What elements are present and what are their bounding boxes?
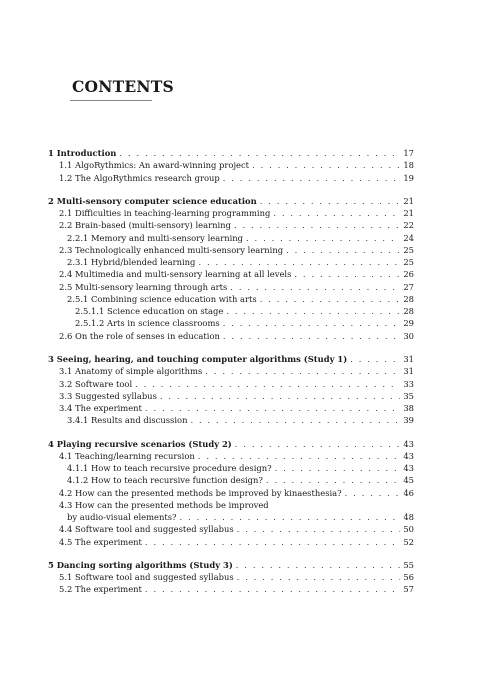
- toc-entry-title: 4 Playing recursive scenarios (Study 2): [48, 438, 232, 449]
- toc-page-number: 25: [403, 244, 414, 255]
- toc-chapter-entry[interactable]: [48, 147, 414, 159]
- toc-section-entry[interactable]: [48, 244, 414, 256]
- dot-leader: [246, 232, 400, 244]
- toc-chapter-block: [48, 438, 414, 548]
- toc-page-number: 31: [403, 366, 414, 377]
- toc-section-entry[interactable]: [48, 450, 414, 462]
- dot-leader: [135, 378, 400, 390]
- dot-leader: [275, 462, 401, 474]
- toc-section-entry[interactable]: [48, 511, 414, 523]
- toc-entry-title: 4.3 How can the presented methods be improved: [59, 499, 269, 510]
- toc-page-number: 55: [403, 559, 414, 570]
- toc-section-entry[interactable]: [48, 571, 414, 583]
- toc-page-number: 28: [403, 293, 414, 304]
- toc-page-number: 21: [403, 195, 414, 206]
- toc-section-entry[interactable]: [48, 268, 414, 280]
- toc-entry-title: 4.1.1 How to teach recursive procedure design?: [67, 463, 272, 474]
- dot-leader: [294, 268, 400, 280]
- toc-section-entry[interactable]: [48, 219, 414, 231]
- toc-entry-title: 1.2 The AlgoRythmics research group: [59, 172, 220, 183]
- dot-leader: [252, 159, 400, 171]
- toc-section-entry[interactable]: [48, 462, 414, 474]
- toc-page-number: 33: [403, 378, 414, 389]
- toc-chapter-block: [48, 147, 414, 184]
- toc-section-entry[interactable]: [48, 256, 414, 268]
- toc-entry-title: 3 Seeing, hearing, and touching computer algorithms (Study 1): [48, 353, 348, 364]
- toc-chapter-entry[interactable]: [48, 195, 414, 207]
- toc-page-number: 48: [403, 512, 414, 523]
- toc-section-entry[interactable]: [48, 172, 414, 184]
- toc-section-entry[interactable]: [48, 499, 414, 511]
- toc-section-entry[interactable]: [48, 207, 414, 219]
- dot-leader: [235, 438, 401, 450]
- toc-entry-title: 4.1.2 How to teach recursive function design?: [67, 475, 263, 486]
- toc-page-number: 17: [403, 147, 414, 158]
- toc-section-entry[interactable]: [48, 474, 414, 486]
- toc-page-number: 21: [403, 208, 414, 219]
- toc-entry-title: 4.2 How can the presented methods be improved by kinaesthesia?: [59, 487, 342, 498]
- toc-section-entry[interactable]: [48, 487, 414, 499]
- toc-section-entry[interactable]: [48, 536, 414, 548]
- toc-chapter-block: [48, 353, 414, 427]
- dot-leader: [226, 305, 400, 317]
- toc-page-number: 43: [403, 438, 414, 449]
- dot-leader: [223, 172, 401, 184]
- toc-entry-title: 2.2 Brain-based (multi-sensory) learning: [59, 220, 231, 231]
- toc-page-number: 25: [403, 257, 414, 268]
- toc-entry-title: 5.1 Software tool and suggested syllabus: [59, 572, 234, 583]
- dot-leader: [260, 293, 401, 305]
- toc-page-number: 35: [403, 390, 414, 401]
- toc-section-entry[interactable]: [48, 365, 414, 377]
- toc-page-number: 30: [403, 330, 414, 341]
- toc-section-entry[interactable]: [48, 584, 414, 596]
- toc-entry-title: 5.2 The experiment: [59, 584, 142, 595]
- dot-leader: [160, 390, 400, 402]
- toc-entry-title: 2.3 Technologically enhanced multi-sensory learning: [59, 244, 284, 255]
- dot-leader: [286, 244, 400, 256]
- toc-section-entry[interactable]: [48, 390, 414, 402]
- dot-leader: [198, 450, 401, 462]
- toc-section-entry[interactable]: [48, 378, 414, 390]
- toc-entry-title: 2.1 Difficulties in teaching-learning programming: [59, 208, 271, 219]
- toc-page-number: 56: [403, 572, 414, 583]
- toc-page-number: 39: [403, 415, 414, 426]
- toc-page-number: 43: [403, 450, 414, 461]
- toc-entry-title: 4.1 Teaching/learning recursion: [59, 450, 195, 461]
- toc-entry-title: 1 Introduction: [48, 147, 117, 158]
- toc-section-entry[interactable]: [48, 232, 414, 244]
- toc-page-number: 38: [403, 403, 414, 414]
- dot-leader: [350, 353, 400, 365]
- toc-page-number: 18: [403, 160, 414, 171]
- dot-leader: [119, 147, 400, 159]
- toc-section-entry[interactable]: [48, 293, 414, 305]
- table-of-contents: [48, 147, 414, 607]
- dot-leader: [190, 414, 400, 426]
- dot-leader: [205, 365, 400, 377]
- toc-page-number: 29: [403, 318, 414, 329]
- toc-page-number: 43: [403, 463, 414, 474]
- toc-section-entry[interactable]: [48, 305, 414, 317]
- dot-leader: [260, 195, 401, 207]
- toc-section-entry[interactable]: [48, 281, 414, 293]
- dot-leader: [180, 511, 401, 523]
- toc-section-entry[interactable]: [48, 402, 414, 414]
- toc-entry-title: 4.5 The experiment: [59, 536, 142, 547]
- toc-page-number: 50: [403, 524, 414, 535]
- toc-entry-title: 3.3 Suggested syllabus: [59, 390, 157, 401]
- dot-leader: [236, 559, 401, 571]
- toc-entry-title: 2.5.1 Combining science education with arts: [67, 293, 257, 304]
- dot-leader: [266, 474, 400, 486]
- toc-entry-title: 2 Multi-sensory computer science education: [48, 195, 257, 206]
- toc-chapter-entry[interactable]: [48, 438, 414, 450]
- toc-page-number: 31: [403, 353, 414, 364]
- toc-entry-title: 4.4 Software tool and suggested syllabus: [59, 524, 234, 535]
- toc-page-number: 57: [403, 584, 414, 595]
- dot-leader: [230, 281, 400, 293]
- dot-leader: [223, 317, 401, 329]
- toc-section-entry[interactable]: [48, 159, 414, 171]
- toc-page-number: 19: [403, 172, 414, 183]
- toc-entry-title: 2.4 Multimedia and multi-sensory learning at all levels: [59, 269, 292, 280]
- toc-section-entry[interactable]: [48, 523, 414, 535]
- toc-page-number: 24: [403, 232, 414, 243]
- dot-leader: [145, 402, 400, 414]
- toc-chapter-block: [48, 195, 414, 342]
- toc-page-number: 27: [403, 281, 414, 292]
- dot-leader: [145, 583, 400, 595]
- toc-entry-title: 2.6 On the role of senses in education: [59, 330, 220, 341]
- toc-page-number: 26: [403, 269, 414, 280]
- toc-entry-title: 3.4 The experiment: [59, 403, 142, 414]
- toc-chapter-entry[interactable]: [48, 353, 414, 365]
- toc-section-entry[interactable]: [48, 317, 414, 329]
- toc-entry-title: 2.5 Multi-sensory learning through arts: [59, 281, 228, 292]
- title-underline: [70, 100, 152, 101]
- toc-entry-title: 3.2 Software tool: [59, 378, 133, 389]
- toc-entry-title: 2.5.1.2 Arts in science classrooms: [75, 318, 220, 329]
- dot-leader: [273, 207, 400, 219]
- toc-entry-title: 2.5.1.1 Science education on stage: [75, 306, 224, 317]
- toc-page-number: 22: [403, 220, 414, 231]
- toc-section-entry[interactable]: [48, 414, 414, 426]
- toc-page-number: 52: [403, 536, 414, 547]
- dot-leader: [234, 219, 400, 231]
- dot-leader: [345, 487, 401, 499]
- toc-page-number: 28: [403, 306, 414, 317]
- toc-entry-title: 5 Dancing sorting algorithms (Study 3): [48, 559, 233, 570]
- dot-leader: [198, 256, 400, 268]
- toc-chapter-block: [48, 559, 414, 596]
- dot-leader: [145, 536, 400, 548]
- toc-entry-title: 3.4.1 Results and discussion: [67, 415, 188, 426]
- toc-chapter-entry[interactable]: [48, 559, 414, 571]
- dot-leader: [237, 523, 401, 535]
- toc-entry-title: 2.2.1 Memory and multi-sensory learning: [67, 232, 244, 243]
- page-title: CONTENTS: [72, 77, 174, 96]
- toc-page-number: 45: [403, 475, 414, 486]
- toc-entry-title: 1.1 AlgoRythmics: An award-winning project: [59, 160, 250, 171]
- toc-entry-title: 2.3.1 Hybrid/blended learning: [67, 257, 196, 268]
- dot-leader: [223, 330, 400, 342]
- dot-leader: [237, 571, 401, 583]
- toc-entry-title: 3.1 Anatomy of simple algorithms: [59, 366, 203, 377]
- toc-page-number: 46: [403, 487, 414, 498]
- toc-section-entry[interactable]: [48, 330, 414, 342]
- toc-entry-title: by audio-visual elements?: [67, 512, 177, 523]
